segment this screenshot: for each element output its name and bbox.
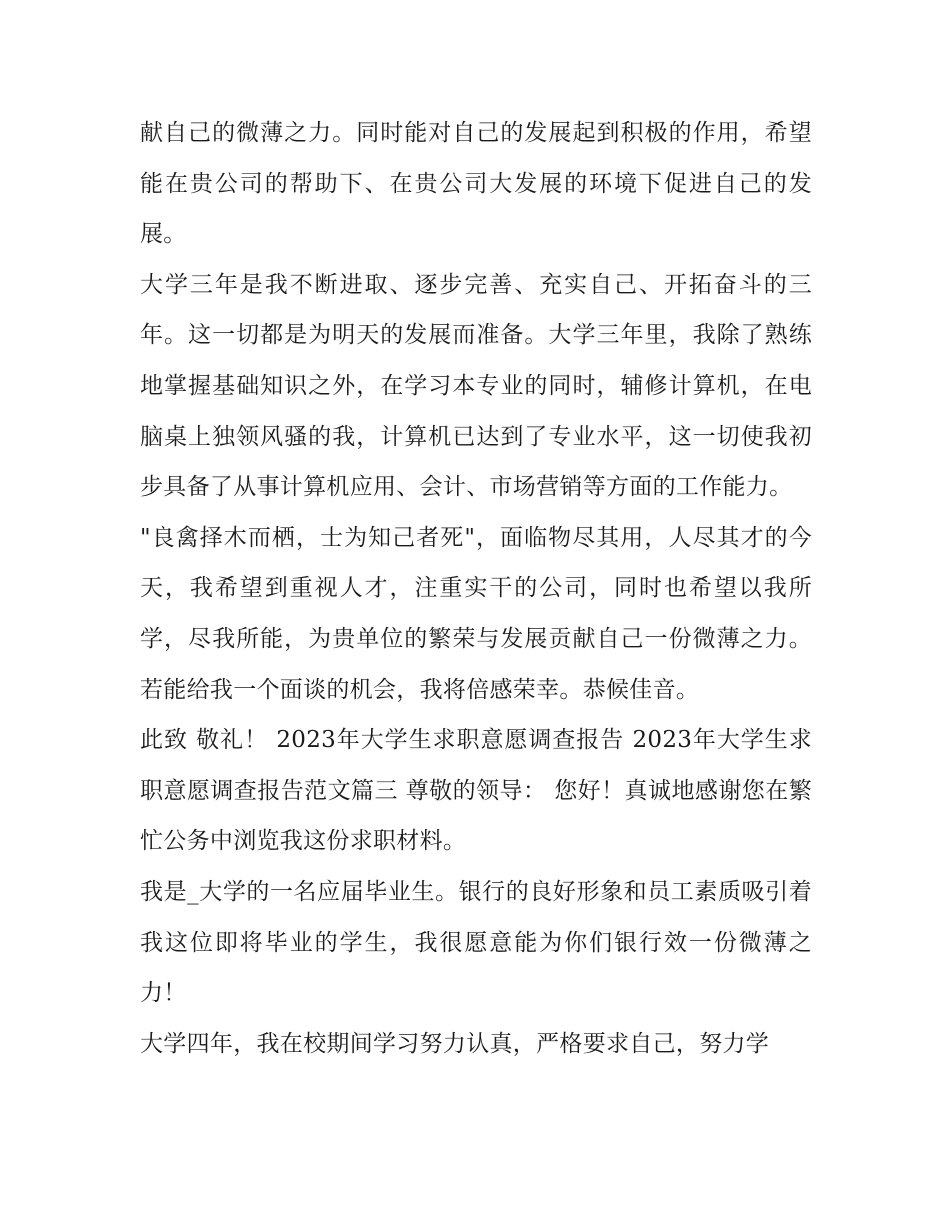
paragraph-5: 我是_大学的一名应届毕业生。银行的良好形象和员工素质吸引着我这位即将毕业的学生，我很愿意能为你们银行效一份微薄之力！: [140, 878, 812, 1007]
paragraph-6: 大学四年，我在校期间学习努力认真，严格要求自己，努力学: [140, 1030, 770, 1057]
paragraph-3: "良禽择木而栖，士为知己者死"，面临物尽其用，人尽其才的今天，我希望到重视人才，注重实干的公司，同时也希望以我所学，尽我所能，为贵单位的繁荣与发展贡献自己一份微薄之力。若能给我一个面谈的机会，我将倍感荣幸。恭候佳音。: [140, 524, 812, 703]
document-body: [140, 108, 812, 1069]
paragraph-1: 献自己的微薄之力。同时能对自己的发展起到积极的作用，希望能在贵公司的帮助下、在贵公司大发展的环境下促进自己的发展。: [140, 120, 812, 248]
paragraph-2: 大学三年是我不断进取、逐步完善、充实自己、开拓奋斗的三年。这一切都是为明天的发展而准备。大学三年里，我除了熟练地掌握基础知识之外，在学习本专业的同时，辅修计算机，在电脑桌上独领风骚的我，计算机已达到了专业水平，这一切使我初步具备了从事计算机应用、会计、市场营销等方面的工作能力。: [140, 271, 812, 501]
paragraph-4: 此致 敬礼！ 2023年大学生求职意愿调查报告 2023年大学生求职意愿调查报告范文篇三 尊敬的领导： 您好！真诚地感谢您在繁忙公务中浏览我这份求职材料。: [140, 727, 812, 855]
